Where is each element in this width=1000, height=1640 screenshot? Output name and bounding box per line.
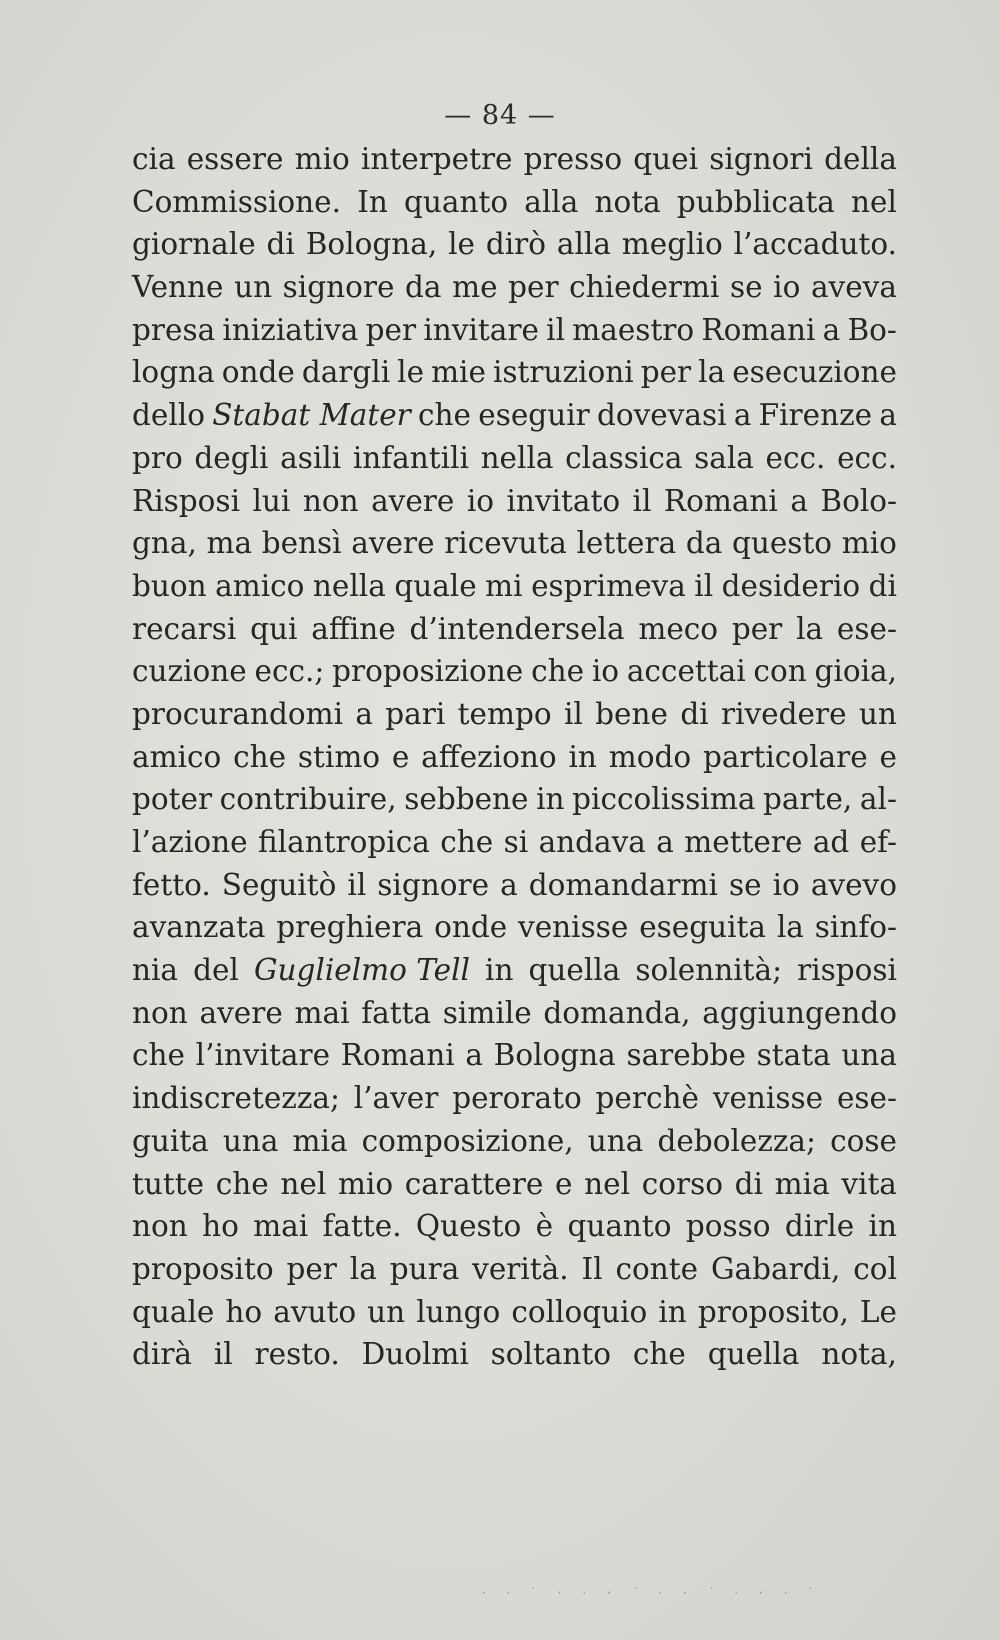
word: l’accaduto. bbox=[733, 227, 897, 262]
word: lettera bbox=[576, 526, 677, 561]
word: è bbox=[535, 1209, 554, 1244]
word: il bbox=[347, 867, 367, 902]
word: del bbox=[193, 953, 239, 988]
word: domandarmi bbox=[528, 867, 718, 902]
word: solennità; bbox=[635, 953, 783, 988]
text-line bbox=[132, 223, 897, 266]
word: ef- bbox=[859, 825, 897, 859]
word: la bbox=[776, 910, 804, 945]
word: a bbox=[822, 312, 841, 347]
word: sarebbe bbox=[626, 1038, 746, 1073]
word: colloquio bbox=[511, 1294, 648, 1329]
word: io bbox=[772, 867, 800, 902]
text-line bbox=[132, 1248, 897, 1291]
word: desiderio bbox=[721, 568, 861, 603]
word: in bbox=[868, 1209, 897, 1244]
word: recarsi bbox=[132, 611, 237, 646]
word: pubblicata bbox=[676, 184, 835, 219]
word: indiscretezza; bbox=[132, 1081, 340, 1116]
word: ricevuta bbox=[444, 526, 567, 561]
word: affine bbox=[311, 611, 396, 646]
text-line bbox=[132, 565, 897, 608]
word: bensì bbox=[261, 526, 342, 561]
word: di bbox=[266, 227, 295, 262]
word: affeziono bbox=[421, 739, 557, 774]
word: posso bbox=[685, 1209, 771, 1244]
word: conte bbox=[615, 1251, 699, 1286]
word: mai bbox=[294, 995, 350, 1030]
word: Il bbox=[581, 1251, 603, 1286]
word: per bbox=[286, 1251, 337, 1286]
word: Bologna bbox=[493, 1038, 616, 1073]
word: debolezza; bbox=[657, 1123, 816, 1158]
word: quanto bbox=[567, 1209, 672, 1244]
text-line bbox=[132, 992, 897, 1035]
word: esecuzione bbox=[732, 355, 897, 390]
word: composizione, bbox=[361, 1123, 574, 1158]
word: e bbox=[391, 739, 410, 774]
word: per bbox=[640, 355, 692, 390]
word: mie bbox=[431, 355, 486, 390]
word: onde bbox=[221, 355, 295, 390]
word: parte, bbox=[763, 782, 853, 817]
text-line bbox=[132, 351, 897, 394]
word: a bbox=[355, 696, 373, 731]
word: ese- bbox=[836, 1081, 897, 1116]
word: sinfo- bbox=[814, 910, 897, 945]
word: una bbox=[587, 1123, 644, 1158]
word: il bbox=[563, 696, 583, 731]
text-line bbox=[132, 1333, 897, 1376]
word: a bbox=[500, 867, 518, 902]
word: domanda, bbox=[543, 995, 691, 1030]
text-line bbox=[132, 906, 897, 949]
word: che bbox=[418, 398, 472, 433]
word: di bbox=[680, 696, 709, 731]
word: simile bbox=[442, 995, 532, 1030]
word: fatte. bbox=[322, 1209, 402, 1244]
word: che bbox=[215, 1166, 269, 1201]
word: asili bbox=[280, 440, 342, 475]
word: chiedermi bbox=[569, 270, 720, 305]
word: qui bbox=[250, 611, 298, 646]
word: non bbox=[302, 483, 359, 518]
word: esprimeva bbox=[531, 568, 686, 603]
word: in bbox=[568, 739, 597, 774]
word: dovevasi bbox=[596, 398, 727, 433]
word: nota, bbox=[821, 1337, 897, 1372]
word: alla bbox=[556, 227, 611, 262]
word: questo bbox=[731, 526, 833, 561]
word: che bbox=[233, 739, 287, 774]
word: avuto bbox=[273, 1294, 357, 1329]
word: onde bbox=[434, 910, 508, 945]
word: resto. bbox=[254, 1337, 340, 1372]
word: soltanto bbox=[490, 1337, 612, 1372]
word: cose bbox=[830, 1123, 897, 1158]
text-line bbox=[132, 1163, 897, 1206]
word: le bbox=[448, 227, 475, 262]
word: un bbox=[367, 1294, 406, 1329]
word: di bbox=[868, 568, 897, 603]
word: in bbox=[658, 1294, 687, 1329]
text-line bbox=[132, 778, 897, 821]
word: mettere bbox=[684, 825, 803, 859]
word: Venne bbox=[132, 270, 224, 305]
word: al- bbox=[859, 782, 897, 817]
word: gna, bbox=[132, 526, 197, 561]
word: aveva bbox=[810, 270, 897, 305]
word: alla bbox=[524, 184, 579, 219]
page-number: — 84 — bbox=[444, 100, 556, 131]
word: presa bbox=[132, 312, 216, 347]
word: e bbox=[879, 739, 897, 774]
word: dirle bbox=[784, 1209, 855, 1244]
word: non bbox=[132, 995, 188, 1030]
word: lungo bbox=[416, 1294, 501, 1329]
word: piccolissima bbox=[572, 782, 756, 817]
word: degli bbox=[194, 440, 269, 475]
word: Questo bbox=[415, 1209, 522, 1244]
word: se bbox=[729, 270, 763, 305]
word: gioia, bbox=[814, 654, 897, 689]
word: un bbox=[234, 270, 273, 305]
word: il bbox=[546, 312, 566, 347]
text-line bbox=[132, 266, 897, 309]
word: classica bbox=[565, 440, 683, 475]
word: Firenze bbox=[758, 398, 873, 433]
word: mai bbox=[253, 1209, 309, 1244]
word: avevo bbox=[810, 867, 897, 902]
word: proposito bbox=[132, 1251, 274, 1286]
word: che bbox=[132, 1038, 185, 1073]
word: Commissione. bbox=[132, 184, 342, 219]
word: pari bbox=[385, 696, 446, 731]
text-line bbox=[132, 181, 897, 224]
word: un bbox=[858, 696, 897, 731]
word: invitato bbox=[506, 483, 621, 518]
word: Romani bbox=[340, 1038, 455, 1073]
word: interpetre bbox=[360, 142, 513, 176]
word: da bbox=[405, 270, 442, 305]
word: bene bbox=[595, 696, 668, 731]
text-line bbox=[132, 736, 897, 779]
word: ecc. bbox=[765, 440, 826, 475]
word: ese- bbox=[836, 611, 897, 646]
word: a bbox=[790, 483, 808, 518]
word: una bbox=[222, 1123, 279, 1158]
text-line bbox=[132, 949, 897, 992]
word: cuzione bbox=[132, 654, 247, 689]
word: filantropica bbox=[258, 825, 430, 859]
word: signore bbox=[282, 270, 395, 305]
word: di bbox=[734, 1166, 763, 1201]
text-line bbox=[132, 394, 897, 437]
word: contribuire, bbox=[219, 782, 397, 817]
word: la bbox=[349, 1251, 377, 1286]
word: maestro bbox=[572, 312, 695, 347]
text-line bbox=[132, 650, 897, 693]
word: quella bbox=[528, 953, 621, 988]
text-line bbox=[132, 608, 897, 651]
word: io bbox=[773, 270, 801, 305]
word: In bbox=[357, 184, 388, 219]
word: il bbox=[694, 568, 714, 603]
word: a bbox=[656, 825, 674, 859]
word: Seguitò bbox=[221, 867, 337, 902]
word: le bbox=[397, 355, 425, 390]
word: perchè bbox=[595, 1081, 699, 1116]
word: che bbox=[531, 654, 585, 689]
word: modo bbox=[608, 739, 692, 774]
word: che bbox=[632, 1337, 686, 1372]
word: signore bbox=[377, 867, 490, 902]
word: eseguita bbox=[639, 910, 767, 945]
word: ecc. bbox=[837, 440, 897, 475]
word: ma bbox=[206, 526, 253, 561]
text-line bbox=[132, 1291, 897, 1334]
text-line bbox=[132, 138, 897, 181]
word: particolare bbox=[702, 739, 868, 774]
text-line bbox=[132, 522, 897, 565]
word: logna bbox=[132, 355, 215, 390]
word: nella bbox=[312, 568, 386, 603]
italic-title: Guglielmo Tell bbox=[253, 953, 470, 988]
word: amico bbox=[132, 739, 222, 774]
word: me bbox=[452, 270, 498, 305]
word: sala bbox=[694, 440, 754, 475]
word: nel bbox=[584, 1166, 631, 1201]
word: nia bbox=[132, 953, 179, 988]
word: ad bbox=[812, 825, 850, 859]
word: vita bbox=[841, 1166, 897, 1201]
word: dirò bbox=[485, 227, 547, 262]
word: d’intendersela bbox=[409, 611, 625, 646]
word: che bbox=[440, 825, 494, 859]
word: ho bbox=[202, 1209, 239, 1244]
word: quei bbox=[633, 142, 699, 176]
word: in bbox=[536, 782, 565, 817]
word: buon bbox=[132, 568, 207, 603]
word: una bbox=[841, 1038, 897, 1073]
word: stimo bbox=[297, 739, 381, 774]
word: carattere bbox=[404, 1166, 544, 1201]
text-line bbox=[132, 1120, 897, 1163]
word: accettai bbox=[626, 654, 746, 689]
word: nella bbox=[480, 440, 554, 475]
word: mio bbox=[841, 526, 897, 561]
word: tutte bbox=[132, 1166, 205, 1201]
word: mia bbox=[774, 1166, 830, 1201]
word: rivedere bbox=[720, 696, 847, 731]
word: a bbox=[733, 398, 752, 433]
word: meglio bbox=[621, 227, 723, 262]
word: proposito, bbox=[697, 1294, 849, 1329]
text-line bbox=[132, 864, 897, 907]
word: istruzioni bbox=[492, 355, 634, 390]
word: della bbox=[824, 142, 897, 176]
word: procurandomi bbox=[132, 696, 344, 731]
word: corso bbox=[641, 1166, 723, 1201]
word: andava bbox=[538, 825, 646, 859]
text-line bbox=[132, 1205, 897, 1248]
word: quale bbox=[394, 568, 477, 603]
word: Romani bbox=[701, 312, 816, 347]
word: cia bbox=[132, 142, 176, 176]
word: in bbox=[485, 953, 514, 988]
word: e bbox=[554, 1166, 573, 1201]
word: il bbox=[632, 483, 652, 518]
word: con bbox=[753, 654, 807, 689]
text-line bbox=[132, 693, 897, 736]
word: tempo bbox=[457, 696, 552, 731]
word: fatta bbox=[361, 995, 432, 1030]
word: Risposi bbox=[132, 483, 241, 518]
word: meco bbox=[638, 611, 719, 646]
word: mi bbox=[485, 568, 523, 603]
word: Le bbox=[859, 1294, 897, 1329]
text-line bbox=[132, 1077, 897, 1120]
word: essere bbox=[186, 142, 284, 176]
text-line bbox=[132, 309, 897, 352]
word: ecc.; bbox=[254, 654, 325, 689]
word: nota bbox=[594, 184, 661, 219]
word: invitare bbox=[423, 312, 539, 347]
word: col bbox=[853, 1251, 897, 1286]
word: mio bbox=[294, 142, 350, 176]
word: Bo- bbox=[847, 312, 897, 347]
word: io bbox=[466, 483, 495, 518]
word: sebbene bbox=[404, 782, 529, 817]
word: giornale bbox=[132, 227, 256, 262]
word: mio bbox=[337, 1166, 394, 1201]
word: nel bbox=[851, 184, 897, 219]
word: ho bbox=[225, 1294, 263, 1329]
word: a bbox=[465, 1038, 483, 1073]
word: pura bbox=[389, 1251, 460, 1286]
word: quanto bbox=[404, 184, 509, 219]
word: quella bbox=[707, 1337, 800, 1372]
word: venisse bbox=[712, 1081, 824, 1116]
word: Duolmi bbox=[361, 1337, 469, 1372]
word: per bbox=[731, 611, 783, 646]
word: Bologna, bbox=[305, 227, 438, 262]
word: venisse bbox=[518, 910, 629, 945]
word: pro bbox=[132, 440, 183, 475]
text-line bbox=[132, 437, 897, 480]
word: avere bbox=[371, 483, 455, 518]
word: non bbox=[132, 1209, 188, 1244]
word: l’azione bbox=[132, 825, 248, 859]
word: dirà bbox=[132, 1337, 193, 1372]
word: verità. bbox=[472, 1251, 569, 1286]
word: perorato bbox=[452, 1081, 582, 1116]
word: presso bbox=[523, 142, 623, 176]
word: per bbox=[508, 270, 559, 305]
print-specks: · ‧ ˙ · ‧ · ˙ ‧ · ˙ ‧ · ‧ ˙ bbox=[480, 1586, 821, 1600]
word: stata bbox=[756, 1038, 831, 1073]
word: Romani bbox=[663, 483, 778, 518]
word: fetto. bbox=[132, 867, 211, 902]
word: proposizione bbox=[332, 654, 524, 689]
word: Bolo- bbox=[820, 483, 897, 518]
word: nel bbox=[280, 1166, 327, 1201]
word: eseguir bbox=[478, 398, 590, 433]
word: aggiungendo bbox=[702, 995, 897, 1030]
word: l’aver bbox=[353, 1081, 439, 1116]
word: se bbox=[728, 867, 762, 902]
word: da bbox=[685, 526, 723, 561]
text-line bbox=[132, 1034, 897, 1077]
word: avanzata bbox=[132, 910, 266, 945]
word: dargli bbox=[301, 355, 391, 390]
word: signori bbox=[709, 142, 813, 176]
word: mia bbox=[292, 1123, 348, 1158]
word: il bbox=[213, 1337, 233, 1372]
word: guita bbox=[132, 1123, 209, 1158]
word: preghiera bbox=[276, 910, 424, 945]
word: amico bbox=[215, 568, 305, 603]
word: Gabardi, bbox=[710, 1251, 841, 1286]
text-line bbox=[132, 821, 897, 864]
word: si bbox=[503, 825, 529, 859]
word: la bbox=[698, 355, 726, 390]
italic-title: Stabat Mater bbox=[212, 398, 411, 433]
text-line bbox=[132, 480, 897, 523]
word: dello bbox=[132, 398, 205, 433]
word: lui bbox=[252, 483, 291, 518]
body-text bbox=[132, 138, 897, 1376]
word: a bbox=[879, 398, 897, 433]
word: poter bbox=[132, 782, 213, 817]
word: io bbox=[591, 654, 620, 689]
word: avere bbox=[351, 526, 435, 561]
word: avere bbox=[199, 995, 283, 1030]
word: quale bbox=[132, 1294, 215, 1329]
word: la bbox=[796, 611, 824, 646]
word: l’invitare bbox=[195, 1038, 331, 1073]
word: risposi bbox=[797, 953, 897, 988]
word: infantili bbox=[352, 440, 469, 475]
word: iniziativa bbox=[222, 312, 359, 347]
word: per bbox=[365, 312, 417, 347]
